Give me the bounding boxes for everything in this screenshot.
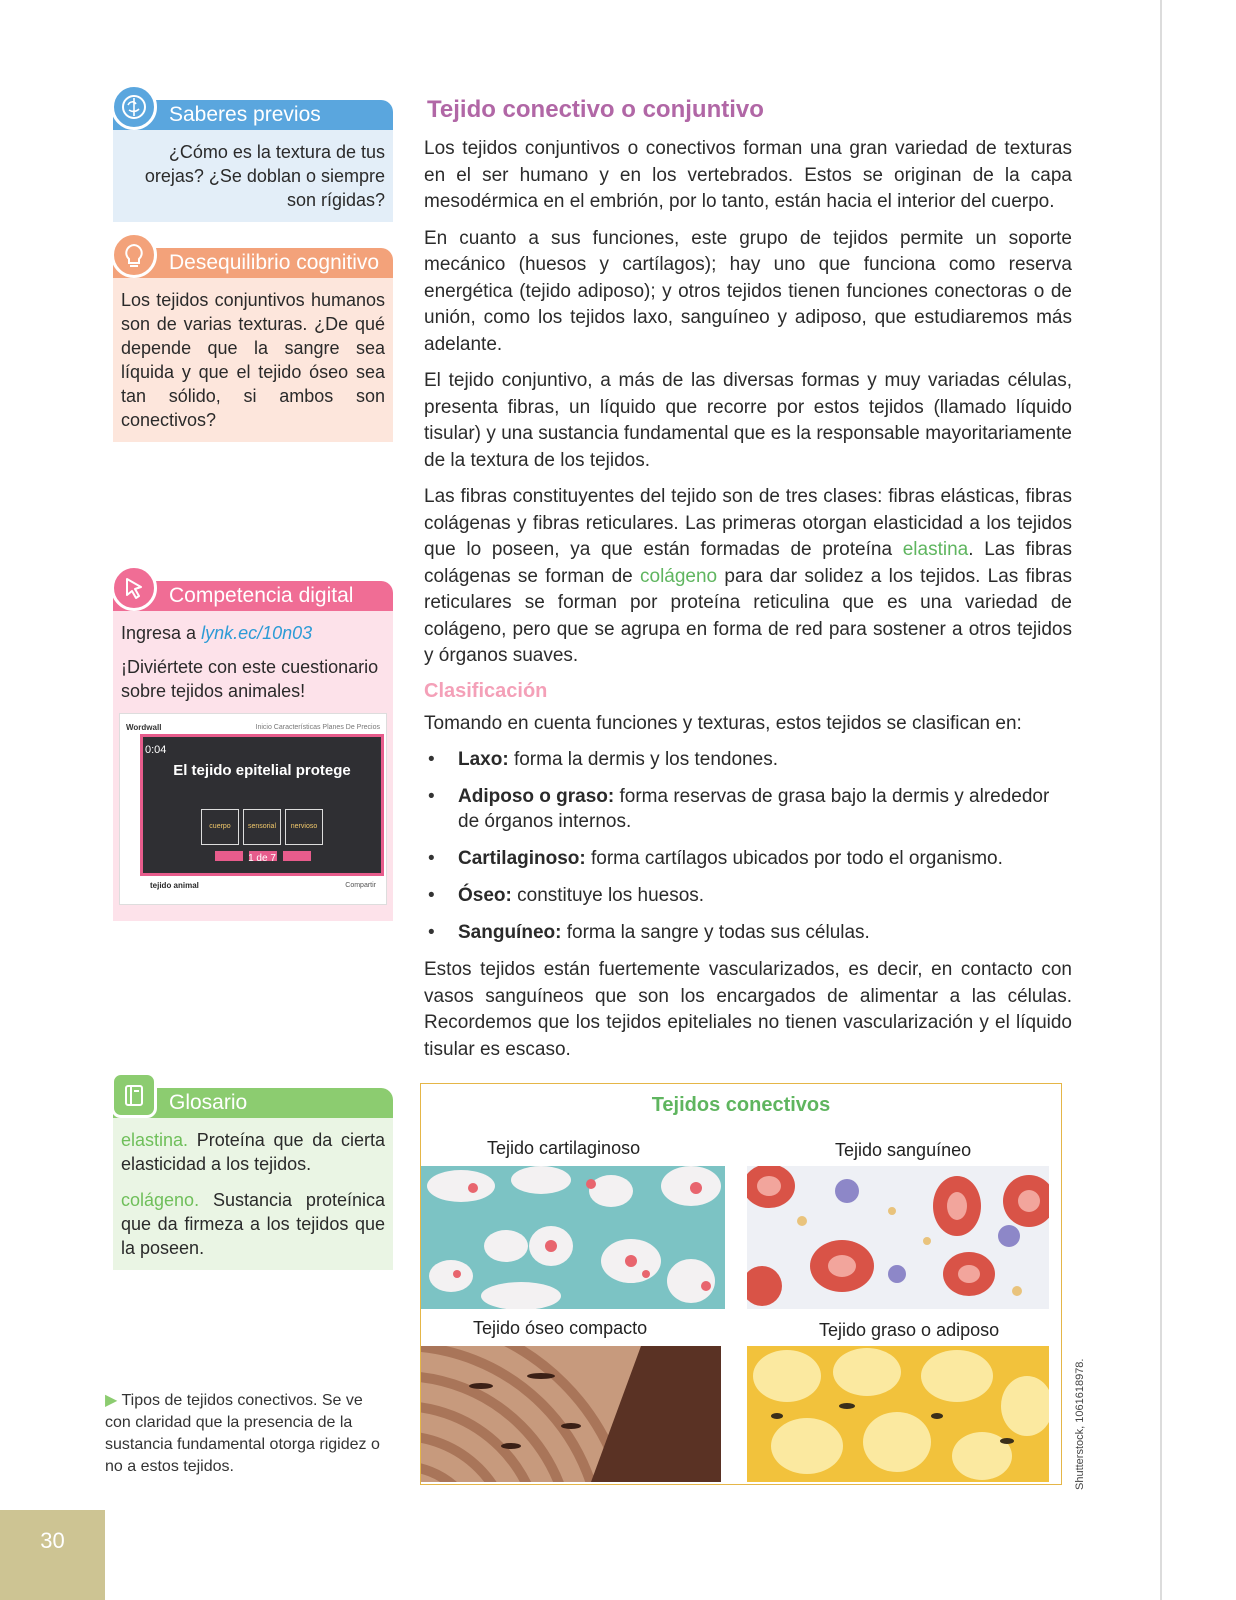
quiz-option[interactable]: cuerpo <box>201 809 239 845</box>
desequilibrio-cognitivo-title: Desequilibrio cognitivo <box>169 251 380 274</box>
list-item <box>424 920 1072 945</box>
competencia-digital-body <box>113 611 393 921</box>
wordwall-quiz-screen <box>140 734 384 876</box>
list-item <box>424 846 1072 871</box>
tissues-figure <box>420 1083 1062 1485</box>
paragraph: Estos tejidos están fuertemente vascularizados, es decir, en contacto con vasos sanguíneos que son los encargados de alimentar a las células. Recordemos que los tejidos epiteliales no tienen vascularización y el líquido tisular es escaso. <box>424 959 1072 1060</box>
list-text: forma cartílagos ubicados por todo el organismo. <box>585 848 1003 869</box>
quiz-option[interactable]: nervioso <box>285 809 323 845</box>
desequilibrio-cognitivo-text: Los tejidos conjuntivos humanos son de varias texturas. ¿De qué depende que la sangre sea líquida y que el tejido óseo sea tan sólido, si ambos son conectivos? <box>113 278 393 442</box>
figure-title: Tejidos conectivos <box>651 1094 831 1116</box>
saberes-previos-text: ¿Cómo es la textura de tus orejas? ¿Se doblan o siempre son rígidas? <box>113 130 393 222</box>
blood-tissue-image <box>747 1166 1049 1309</box>
list-text: forma la sangre y todas sus células. <box>561 922 870 943</box>
book-icon <box>111 1072 157 1118</box>
brain-icon <box>111 84 157 130</box>
cursor-icon <box>111 565 157 611</box>
glosario-body <box>113 1118 393 1270</box>
list-item <box>424 883 1072 908</box>
wordwall-topbar <box>120 714 386 734</box>
list-term: Laxo: <box>458 749 509 770</box>
page-number: 30 <box>0 1510 105 1600</box>
desequilibrio-cognitivo-header <box>113 248 393 278</box>
list-term: Óseo: <box>458 885 512 906</box>
glosario-box <box>113 1088 393 1270</box>
main-content <box>424 96 1072 1073</box>
term-colageno: colágeno <box>640 565 718 587</box>
list-text: forma reservas de grasa bajo la dermis y alrededor de órganos internos. <box>458 786 1050 832</box>
text-run: . Las fibras colágenas se forman de <box>424 539 1072 587</box>
paragraph: En cuanto a sus funciones, este grupo de tejidos permite un soporte mecánico (huesos y cartílagos); hay uno que funciona como reserva energética (tejido adiposo); y otros tejidos tienen funciones conectoras o de unión, como los tejidos laxo, sanguíneo y adiposo, que estudiaremos más adelante. <box>424 227 1072 355</box>
list-term: Cartilaginoso: <box>458 848 586 869</box>
text-run: para dar solidez a los tejidos. Las fibras reticulares se forman por proteína reticulina que es una variedad de colágeno, pero que se agrupa en forma de red para sostener a otros tejidos y órganos suaves. <box>424 565 1072 666</box>
classification-list <box>424 747 1072 945</box>
cartilage-tissue-image <box>421 1166 725 1309</box>
lightbulb-icon <box>111 232 157 278</box>
label-oseo: Tejido óseo compacto <box>473 1318 648 1338</box>
quiz-link[interactable]: lynk.ec/10n03 <box>201 623 313 643</box>
competencia-digital-header <box>113 581 393 611</box>
label-sanguineo: Tejido sanguíneo <box>835 1140 972 1160</box>
glosario-header <box>113 1088 393 1118</box>
subsection-title: Clasificación <box>424 679 548 702</box>
list-text: forma la dermis y los tendones. <box>508 749 778 770</box>
paragraph: Los tejidos conjuntivos o conectivos forman una gran variedad de texturas en el ser humano y en los vertebrados. Estos se originan de la capa mesodérmica en el embrión, por lo tanto, están hacia el interior del cuerpo. <box>424 138 1072 212</box>
paragraph: Tomando en cuenta funciones y texturas, estos tejidos se clasifican en: <box>424 712 1022 734</box>
quiz-timer: 0:04 <box>145 744 167 756</box>
text-run: Las fibras constituyentes del tejido son de tres clases: fibras elásticas, fibras colágenas y fibras reticulares. Las primeras otorgan elasticidad a los tejidos que lo poseen, ya que están formadas de proteína <box>424 486 1072 560</box>
bone-tissue-image <box>421 1346 721 1482</box>
glossary-entry <box>121 1188 385 1260</box>
label-cartilaginoso: Tejido cartilaginoso <box>487 1138 641 1158</box>
wordwall-brand: Wordwall <box>126 723 162 732</box>
saberes-previos-title: Saberes previos <box>169 103 321 126</box>
quiz-options <box>201 809 323 845</box>
ingresa-line <box>121 621 385 645</box>
section-title: Tejido conectivo o conjuntivo <box>427 96 764 123</box>
wordwall-activity-name: tejido animal <box>150 881 199 890</box>
quiz-option[interactable]: sensorial <box>243 809 281 845</box>
glosario-title: Glosario <box>169 1091 248 1114</box>
list-term: Adiposo o graso: <box>458 786 615 807</box>
term-elastina: elastina <box>902 539 969 560</box>
list-item <box>424 747 1072 772</box>
wordwall-nav: Inicio Características Planes De Precios <box>255 724 380 731</box>
caption-text: Tipos de tejidos conectivos. Se ve con claridad que la presencia de la sustancia fundamental otorga rigidez o no a estos tejidos. <box>105 1392 380 1475</box>
share-button[interactable]: Compartir <box>345 882 376 889</box>
figure-caption <box>105 1390 390 1478</box>
paragraph-fibers <box>424 484 1072 670</box>
glossary-entry <box>121 1128 385 1176</box>
list-text: constituye los huesos. <box>511 885 705 906</box>
adipose-tissue-image <box>747 1346 1049 1482</box>
desequilibrio-cognitivo-box <box>113 248 393 442</box>
glossary-term: colágeno. <box>121 1190 200 1210</box>
competencia-digital-box <box>113 581 393 921</box>
page-edge <box>1160 0 1162 1600</box>
competencia-text: ¡Diviértete con este cuestionario sobre tejidos animales! <box>121 657 379 701</box>
ingresa-label: Ingresa a <box>121 623 197 643</box>
caption-arrow-icon: ▶ <box>105 1392 118 1409</box>
image-credit: Shutterstock, 1061618978. <box>1074 1358 1086 1490</box>
list-term: Sanguíneo: <box>458 922 562 943</box>
glossary-definition: Sustancia proteínica que da firmeza a los tejidos que la poseen. <box>121 1190 385 1258</box>
competencia-digital-title: Competencia digital <box>169 584 354 607</box>
glossary-definition: Proteína que da cierta elasticidad a los tejidos. <box>121 1130 385 1174</box>
list-item <box>424 784 1072 834</box>
quiz-page-indicator: 1 de 7 <box>248 853 276 864</box>
saberes-previos-box <box>113 100 393 222</box>
paragraph: El tejido conjuntivo, a más de las diversas formas y muy variadas células, presenta fibras, un líquido que recorre por estos tejidos (llamado líquido tisular) y una sustancia fundamental que es la responsable mayoritariamente de la textura de los tejidos. <box>424 370 1072 471</box>
wordwall-thumbnail[interactable] <box>119 713 387 905</box>
saberes-previos-header <box>113 100 393 130</box>
quiz-question: El tejido epitelial protege <box>173 762 351 779</box>
label-adiposo: Tejido graso o adiposo <box>819 1320 1000 1340</box>
glossary-term: elastina. <box>121 1130 189 1150</box>
